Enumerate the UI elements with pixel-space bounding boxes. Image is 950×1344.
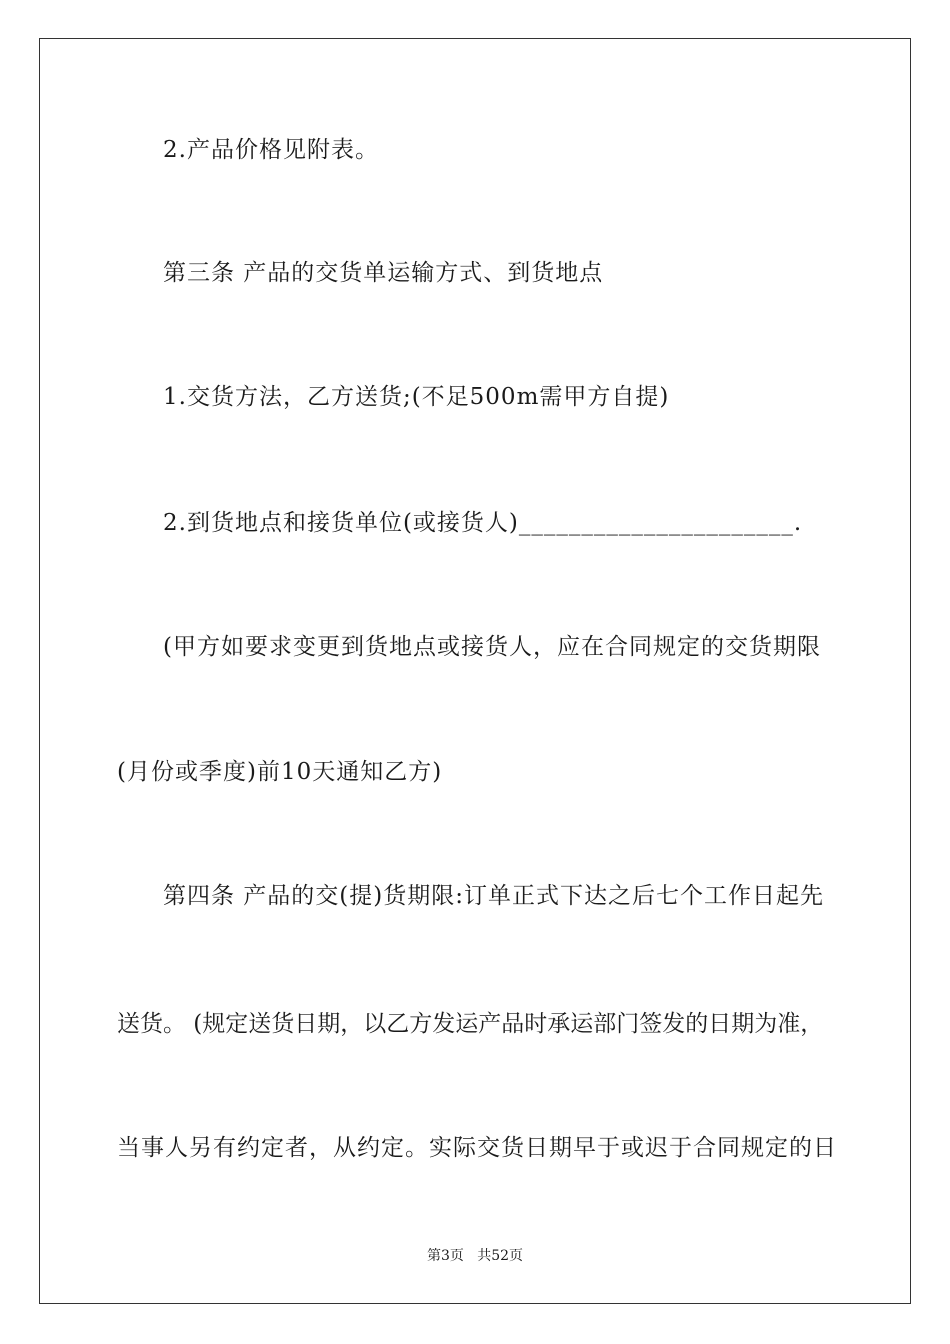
paragraph-line: 2.到货地点和接货单位(或接货人)______________________. [163,510,803,536]
paragraph-line: 送货。 (规定送货日期，以乙方发运产品时承运部门签发的日期为准， [117,1011,824,1037]
page-number-footer: 第3页 共52页 [426,1248,524,1264]
paragraph-line: (甲方如要求变更到货地点或接货人，应在合同规定的交货期限 [163,634,821,660]
paragraph-line: (月份或季度)前10天通知乙方) [117,759,443,785]
paragraph-line: 当事人另有约定者，从约定。实际交货日期早于或迟于合同规定的日 [117,1135,837,1161]
page-border [39,38,911,1304]
section-heading: 第三条 产品的交货单运输方式、到货地点 [163,260,604,286]
paragraph-line: 1.交货方法，乙方送货;(不足500m需甲方自提) [163,384,670,410]
paragraph-line: 2.产品价格见附表。 [163,137,379,163]
section-heading: 第四条 产品的交(提)货期限:订单正式下达之后七个工作日起先 [163,883,825,909]
